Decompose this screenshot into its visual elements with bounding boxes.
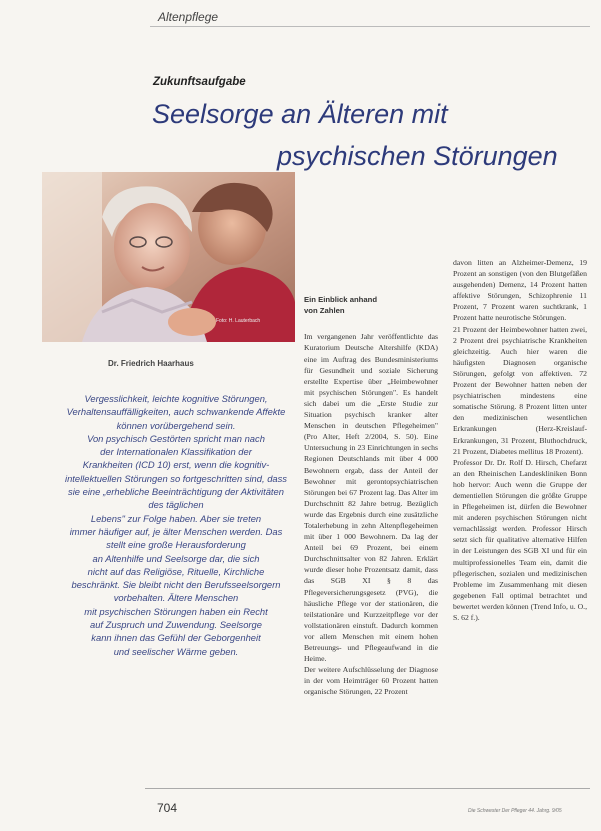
article-photo bbox=[42, 172, 295, 342]
article-lead: Vergesslichkeit, leichte kognitive Störungen, Verhaltensauffälligkeiten, auch schwankende Affekte können vorübergehend sein. Von psychisch Gestörten spricht man nach der Internationalen Klassifikation der Krankheiten (ICD 10) erst, wenn die kognitiv-intellektuellen Störungen so fortgeschritten sind, dass sie eine „erhebliche Beeinträchtigung der Aktivitäten des täglichen Lebens" zur Folge haben. Aber sie treten immer häufiger auf, je älter Menschen werden. Das stellt eine große Herausforderung an Altenhilfe und Seelsorge dar, die sich nicht auf das Religiöse, Rituelle, Kirchliche beschränkt. Sie bleibt nicht den Berufsseelsorgern vorbehalten. Ältere Menschen mit psychischen Störungen haben ein Recht auf Zuspruch und Zuwendung. Seelsorge kann ihnen das Gefühl der Geborgenheit und seelischer Wärme geben. bbox=[64, 393, 287, 657]
article-title-line-2: psychischen Störungen bbox=[277, 141, 558, 171]
photo-credit: Foto: H. Lauterbach bbox=[216, 318, 261, 324]
article-author: Dr. Friedrich Haarhaus bbox=[108, 359, 194, 368]
journal-footer: Die Schwester Der Pfleger 44. Jahrg. 9/05 bbox=[468, 808, 562, 814]
body-text-column-2: Im vergangenen Jahr veröffentlichte das Kuratorium Deutsche Altershilfe (KDA) eine im Auftrag des Bundesministeriums für Gesundheit und soziale Sicherung erstellte Expertise über „Heimbewohner mit psychischen Störungen". Es handelt sich dabei um die „Erste Studie zur Situation psychisch kranker alter Menschen in deutschen Pflegeheimen" (Pro Alter, Heft 2/2004, S. 50). Eine Untersuchung in 23 Einrichtungen in sechs Regionen Deutschlands mit über 4 000 Bewohnern ergab, dass der Anteil der Bewohner mit gerontopsychiatrischen Störungen bei 67 Prozent lag. Das Alter im Durchschnitt 82 Jahre betrug. Bezüglich wurde das Ergebnis durch eine zusätzliche Totalerhebung in zehn Altenpflegeheimen mit über 1 000 Bewohnern. Da lag der Anteil bei 69 Prozent, bei einem Durchschnittsalter von 82 Jahren. Erklärt wurde dieser hohe Prozentsatz damit, dass das SGB XI § 8 das Pflegeversicherungsgesetz (PVG), die häusliche Pflege vor der stationären, die teilstationäre und Kurzzeitpflege vor der vollstationären einstuft. Dadurch kommen vor allem Menschen mit einem hohen Betreuungs- und Pflegeaufwand in die Heime. Der weitere Aufschlüsselung der Diagnose in der vom Heimträger 60 Prozent hatten organische Störungen, 22 Prozent bbox=[304, 332, 438, 697]
photo-illustration bbox=[42, 172, 295, 342]
section-label: Altenpflege bbox=[158, 10, 219, 24]
article-title-line-1: Seelsorge an Älteren mit bbox=[152, 99, 448, 129]
section-subheading: Ein Einblick anhand von Zahlen bbox=[304, 295, 378, 316]
body-column-3: davon litten an Alzheimer-Demenz, 19 Prozent an sonstigen (von den Blutgefäßen ausgehenden) Demenz, 14 Prozent hatten affektive Störungen, Schizophrenie 11 Prozent, 7 Prozent waren suchtkrank, 1 Prozent hatte neurotische Störungen. 21 Prozent der Heimbewohner hatten zwei, 2 Prozent drei psychiatrische Krankheiten gleichzeitig. Auch hier waren die häufigsten Diagnosen organische Störungen, gefolgt von affektiven. 72 Prozent der Bewohner hatten neben der psychiatrischen mindestens eine somatische Störung. 8 Prozent litten unter den medizinischen wesentlichen Erkrankungen (Herz-Kreislauf-Erkrankungen, 31 Prozent, Bluthochdruck, 21 Prozent, Diabetes mellitus 18 Prozent). Professor Dr. Dr. Rolf D. Hirsch, Chefarzt an den Rheinischen Landeskliniken Bonn hob hervor: Auch wenn die Gruppe der dementiellen Störungen die größte Gruppe in Pflegeheimen ist, dürfen die Bewohner mit anderen psychischen Störungen nicht vernachlässigt werden. Professor Hirsch setzt sich für qualitative alternative Hilfen in der Leistungen des SGB XI und für ein multiprofessionelles Team ein, damit die pflegerischen, sozialen und medizinischen Probleme im Zusammenhang mit diesen gegebenen Fall optimal betrachtet und bewertet werden können (Trend Info, u. O., S. 62 f.). bbox=[453, 258, 587, 622]
section-rule bbox=[150, 26, 590, 27]
article-kicker: Zukunftsaufgabe bbox=[153, 76, 246, 88]
footer-rule bbox=[145, 788, 590, 789]
body-column-2 bbox=[304, 283, 438, 709]
page-number: 704 bbox=[157, 801, 178, 815]
